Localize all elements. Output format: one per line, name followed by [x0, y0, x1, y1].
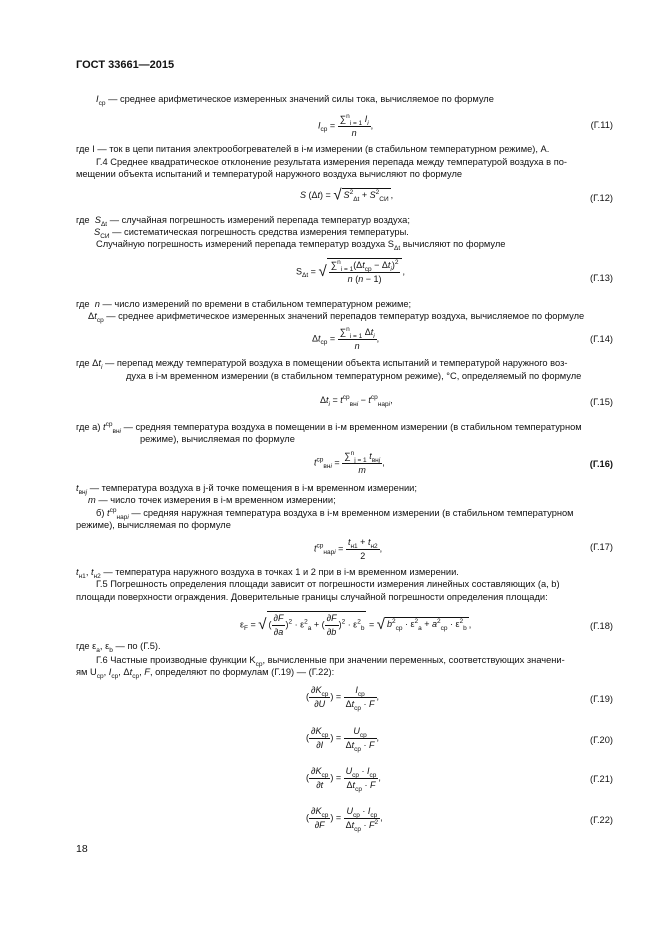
equation-number: (Г.13) [589, 273, 613, 283]
equation-number: (Г.11) [590, 120, 613, 130]
equation-number: (Г.16) [589, 459, 613, 469]
text-line: Г.5 Погрешность определения площади зависит от погрешности измерения линейных составляющих (a, b) [96, 579, 560, 589]
formula-g15: $\Delta t_i = t^{ср}_{внi} - t^{ср}_{нарi}$, [320, 394, 393, 408]
equation-number: (Г.17) [589, 542, 613, 552]
equation-number: (Г.14) [589, 334, 613, 344]
text-line: где а) $t^{ср}_{внi}$ — средняя температура воздуха в помещении в i-м временном измерении (в стабильном температурном [76, 420, 582, 435]
text-line: $I_{ср}$ — среднее арифметическое измеренных значений силы тока, вычисляемое по формуле [96, 94, 494, 107]
formula-g18: $\varepsilon_F$ = √ ( $\frac{\partial F}{\partial a}$ )$^2 \cdot \varepsilon^2_a$ + ( $\frac{\partial F}{\partial b}$ )$^2 \cdot \varepsilon^2_b$ = √ $b^2_{ср} \cdot \varepsilon^2_a + a^2_{ср} \cdot \varepsilon^2_b$ , [240, 613, 472, 637]
text-line: ям $U_{ср}$, $I_{ср}$, $\Delta t_{ср}$, F, определяют по формулам (Г.19) — (Г.22): [76, 667, 335, 680]
document-header: ГОСТ 33661—2015 [76, 59, 175, 71]
formula-g21: ( $\frac{\partial K_{ср}}{\partial t}$ ) = $\frac{U_{ср} \cdot I_{ср}}{\Delta t_{ср} \cdot F}$ , [306, 766, 381, 793]
text-line: Г.4 Среднее квадратическое отклонение результата измерения перепада между температурой воздуха в по- [96, 157, 567, 167]
equation-number: (Г.18) [589, 621, 613, 631]
equation-number: (Г.12) [589, 193, 613, 203]
formula-g11: $I_{ср}$ = $\frac{\sum^n_{i = 1} I_i}{n}$ , [318, 113, 374, 138]
text-line: где n — число измерений по времени в стабильном температурном режиме; [76, 299, 412, 309]
page-number: 18 [76, 843, 88, 855]
equation-number: (Г.22) [589, 815, 613, 825]
text-line: где $S_{\Delta t}$ — случайная погрешность измерений перепада температур воздуха; [76, 215, 410, 228]
text-line: площади поверхности ограждения. Доверительные границы случайной погрешности определения площади: [76, 592, 548, 602]
text-line: m — число точек измерения в i-м временном измерении; [88, 495, 336, 505]
text-line: режиме), вычисляемая по формуле [76, 520, 231, 530]
text-line: режиме), вычисляемая по формуле [140, 434, 295, 444]
text-line: мещении объекта испытаний и температурой наружного воздуха вычисляют по формуле [76, 169, 463, 179]
text-line: где $\varepsilon_a$, $\varepsilon_b$ — по (Г.5). [76, 641, 161, 654]
text-line: Г.6 Частные производные функции $K_{ср}$, вычисленные при значении переменных, соответствующих значени- [96, 655, 565, 668]
formula-g16: $t^{ср}_{внi}$ = $\frac{\sum^n_{j = 1} t_{внj}}{m}$ , [314, 450, 385, 475]
text-line: $\Delta t_{ср}$ — среднее арифметическое измеренных значений перепадов температур воздуха, вычисляемое по формуле [88, 311, 585, 324]
equation-number: (Г.15) [589, 397, 613, 407]
text-line: $t_{н1}$, $t_{н2}$ — температура наружного воздуха в точках 1 и 2 при в i-м временном измерении. [76, 567, 459, 580]
text-line: $t_{внj}$ — температура воздуха в j-й точке помещения в i-м временном измерении; [76, 483, 417, 496]
equation-number: (Г.21) [589, 774, 613, 784]
formula-g19: ( $\frac{\partial K_{ср}}{\partial U}$ ) = $\frac{I_{ср}}{\Delta t_{ср} \cdot F}$ , [306, 685, 380, 712]
formula-g20: ( $\frac{\partial K_{ср}}{\partial I}$ ) = $\frac{U_{ср}}{\Delta t_{ср} \cdot F}$ , [306, 726, 380, 753]
text-line: духа в i-м временном измерении (в стабильном температурном режиме), °С, определяемый по формуле [126, 371, 582, 381]
formula-g17: $t^{ср}_{нарi}$ = $\frac{t_{н1} + t_{н2}}{2}$ , [314, 537, 383, 561]
formula-g13: $S_{\Delta t}$ = √ $\frac{\sum^n_{i = 1}(\Delta t_{ср} - \Delta t_i)^2}{n (n - 1)}$ , [296, 259, 405, 284]
equation-number: (Г.19) [589, 694, 613, 704]
formula-g14: $\Delta t_{ср}$ = $\frac{\sum^n_{i = 1} \Delta t_i}{n}$ , [312, 326, 380, 351]
text-line: где I — ток в цепи питания электрообогревателей в i-м измерении (в стабильном температурном режиме), А. [76, 144, 550, 154]
equation-number: (Г.20) [589, 735, 613, 745]
text-line: б) $t^{ср}_{нарi}$ — средняя наружная температура воздуха в i-м временном измерении (в стабильном температурном [96, 506, 574, 521]
text-line: $S_{СИ}$ — систематическая погрешность средства измерения температуры. [94, 227, 409, 240]
formula-g12: S (Δt) = √ $S^2_{\Delta t} + S^2_{СИ}$ , [300, 186, 394, 204]
formula-g22: ( $\frac{\partial K_{ср}}{\partial F}$ ) = $\frac{U_{ср} \cdot I_{ср}}{\Delta t_{ср} \cdot F^2}$ , [306, 806, 383, 833]
text-line: Случайную погрешность измерений перепада температур воздуха $S_{\Delta t}$ вычисляют по формуле [96, 239, 506, 252]
text-line: где $\Delta t_i$ — перепад между температурой воздуха в помещении объекта испытаний и температурой наружного воз- [76, 358, 568, 371]
